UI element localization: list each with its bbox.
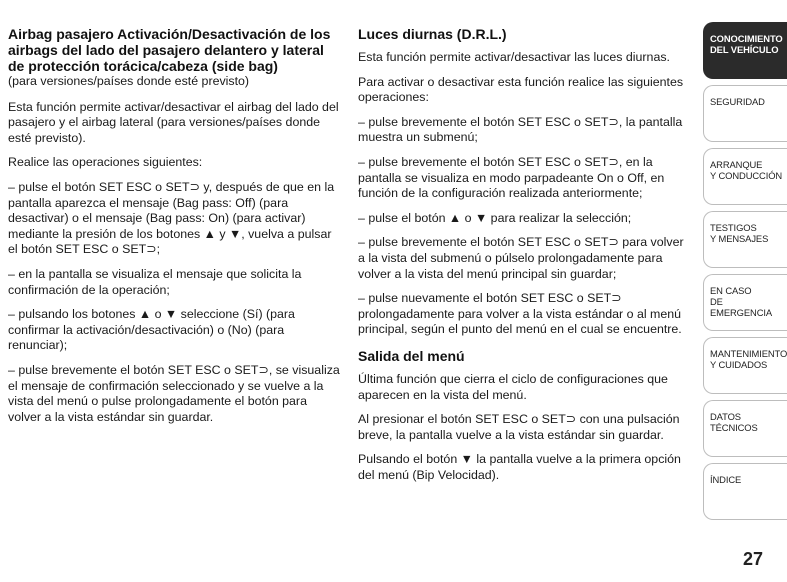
paragraph: – pulse brevemente el botón SET ESC o SET⊃, se visualiza el mensaje de confirmación seleccionado y se vuelve a la vista del menú o pulse prolongadamente el botón para volver a la vista estándar sin guardar. (8, 362, 340, 424)
paragraph: – pulse el botón ▲ o ▼ para realizar la selección; (358, 210, 632, 225)
tab-label-line1: TESTIGOS (710, 222, 757, 233)
paragraph: – en la pantalla se visualiza el mensaje que solicita la confirmación de la operación; (8, 266, 302, 297)
tab-mantenimiento-cuidados[interactable] (703, 337, 787, 394)
chapter-tabs (703, 22, 787, 526)
tab-label-line1: ÍNDICE (710, 474, 742, 485)
section-subheading: (para versiones/países donde esté previsto) (8, 74, 250, 88)
paragraph: Última función que cierra el ciclo de configuraciones que aparecen en la vista del menú. (358, 371, 668, 402)
paragraph: Pulsando el botón ▼ la pantalla vuelve a la primera opción del menú (Bip Velocidad). (358, 452, 681, 482)
tab-label-line2: Y MENSAJES (710, 233, 769, 244)
paragraph: – pulse nuevamente el botón SET ESC o SET⊃ prolongadamente para volver a la vista estándar o al menú principal, según el punto del menú en el cual se encuentre. (358, 291, 682, 337)
paragraph: – pulsando los botones ▲ o ▼ seleccione (Sí) (para confirmar la activación/desactivación) o (No) (para renunciar); (8, 307, 295, 353)
tab-datos-tecnicos[interactable] (703, 400, 787, 457)
tab-label-line1: EN CASO (710, 285, 752, 296)
tab-indice[interactable] (703, 463, 787, 520)
paragraph: – pulse brevemente el botón SET ESC o SET⊃ para volver a la vista del submenú o púlselo prolongadamente para volver a la vista del menú principal sin guardar; (358, 235, 684, 281)
tab-label-line2: Y CUIDADOS (710, 359, 768, 370)
section-heading-airbag: Airbag pasajero Activación/Desactivación de los airbags del lado del pasajero delantero y lateral de protección torácica/cabeza (side bag) (8, 26, 331, 74)
paragraph: – pulse brevemente el botón SET ESC o SET⊃, en la pantalla se visualiza en modo parpadeante On o Off, en función de la configuración realizada anteriormente; (358, 154, 665, 201)
paragraph: Al presionar el botón SET ESC o SET⊃ con una pulsación breve, la pantalla vuelve a la vista estándar sin guardar. (358, 412, 680, 442)
tab-testigos-mensajes[interactable] (703, 211, 787, 268)
page-number: 27 (742, 549, 763, 569)
tab-arranque-conduccion[interactable] (703, 148, 787, 205)
paragraph: Realice las operaciones siguientes: (8, 155, 203, 170)
paragraph: Esta función permite activar/desactivar el airbag del lado del pasajero y el airbag lateral (para versiones/países donde esté previsto). (8, 99, 339, 145)
paragraph: – pulse brevemente el botón SET ESC o SET⊃, la pantalla muestra un submenú; (358, 114, 683, 145)
tab-conocimiento-vehiculo[interactable] (703, 22, 787, 79)
tab-emergencia[interactable] (703, 274, 787, 331)
section-heading-exit-menu: Salida del menú (358, 347, 465, 364)
paragraph: Esta función permite activar/desactivar las luces diurnas. (358, 50, 670, 64)
tab-seguridad[interactable] (703, 85, 787, 142)
tab-label-line1: MANTENIMIENTO (710, 348, 787, 359)
paragraph: Para activar o desactivar esta función realice las siguientes operaciones: (358, 74, 684, 105)
tab-label-line2: Y CONDUCCIÓN (710, 170, 783, 181)
tab-label-line1: DATOS TÉCNICOS (710, 411, 758, 433)
tab-label-line1: CONOCIMIENTO (710, 33, 783, 44)
tab-label-line1: SEGURIDAD (710, 96, 765, 107)
tab-label-line2: DE EMERGENCIA (710, 296, 773, 318)
tab-label-line2: DEL VEHÍCULO (710, 44, 779, 55)
paragraph: – pulse el botón SET ESC o SET⊃ y, después de que en la pantalla aparezca el mensaje (Bag pass: Off) (para desactivar) o el mensaje (Bag pass: On) (para activar) mediante la presión de los botones ▲ y ▼, vuelva a pulsar el botón SET ESC o SET⊃; (8, 179, 335, 257)
left-column (8, 26, 343, 434)
right-column (358, 26, 692, 492)
section-heading-drl: Luces diurnas (D.R.L.) (358, 26, 507, 42)
tab-label-line1: ARRANQUE (710, 159, 763, 170)
